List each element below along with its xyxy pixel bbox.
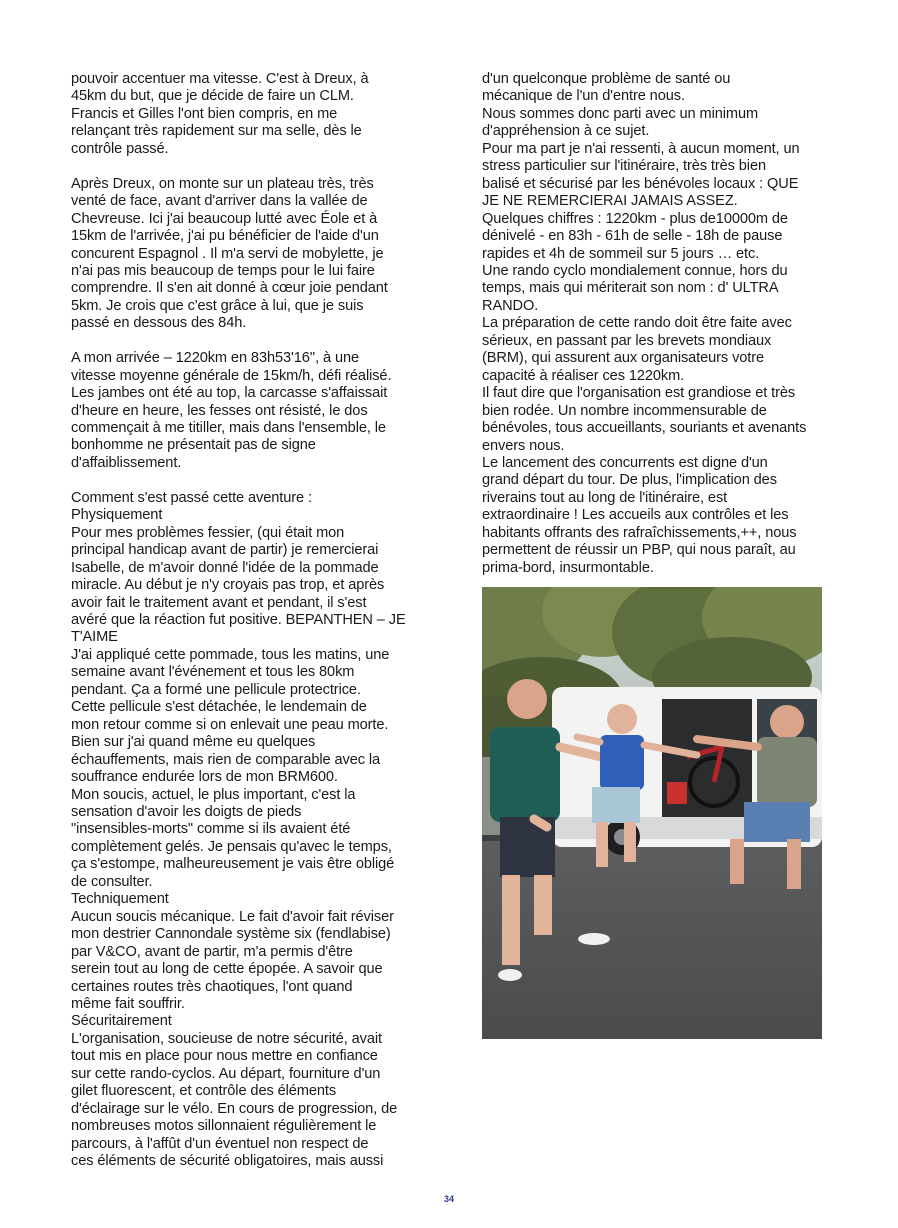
left-text-column — [71, 71, 416, 1171]
left-paragraph-1: pouvoir accentuer ma vitesse. C'est à Dreux, à 45km du but, que je décide de faire un CLM. Francis et Gilles l'ont bien compris, en me relançant très rapidement sur ma selle, dès le contrôle passé. — [71, 71, 369, 157]
page-number: 34 — [443, 1194, 454, 1204]
photo-three-men-posing-by-white-van — [482, 587, 822, 1039]
left-paragraph-2: Après Dreux, on monte sur un plateau très, très venté de face, avant d'arriver dans la vallée de Chevreuse. Ici j'ai beaucoup lutté avec Éole et à 15km de l'arrivée, j'ai pu bénéficier de l'aide d'un concurent Espagnol . Il m'a servi de mobylette, je n'ai pas mis beaucoup de temps pour le lui faire comprendre. Il s'en ait donné à cœur joie pendant 5km. Je crois que c'est grâce à lui, que je suis passé en dessous des 84h. — [71, 175, 388, 332]
left-paragraph-3: A mon arrivée – 1220km en 83h53'16'', à une vitesse moyenne générale de 15km/h, défi réalisé. Les jambes ont été au top, la carcasse s'affaissait d'heure en heure, les fesses ont résisté, le dos commençait à me titiller, mais dans l'ensemble, le bonhomme ne présentait pas de signe d'affaiblissement. — [71, 350, 392, 471]
cyclists-photo — [482, 587, 822, 1039]
right-paragraph-1: d'un quelconque problème de santé ou mécanique de l'un d'entre nous. Nous sommes donc parti avec un minimum d'appréhension à ce sujet. Pour ma part je n'ai ressenti, à aucun moment, un stress particulier sur l'itinéraire, très très bien balisé et sécurisé par les bénévoles locaux : QUE JE NE REMERCIERAI JAMAIS ASSEZ. Quelques chiffres : 1220km - plus de10000m de dénivelé - en 83h - 61h de selle - 18h de pause rapides et 4h de sommeil sur 5 jours … etc. Une rando cyclo mondialement connue, hors du temps, mais qui mériterait son nom : d' ULTRA RANDO. La préparation de cette rando doit être faite avec sérieux, en passant par les brevets mondiaux (BRM), qui assurent aux organisateurs votre capacité à réaliser ces 1220km. Il faut dire que l'organisation est grandiose et très bien rodée. Un nombre incommensurable de bénévoles, tous accueillants, souriants et avenants envers nous. Le lancement des concurrents est digne d'un grand départ du tour. De plus, l'implication des riverains tout au long de l'itinéraire, est extraordinaire ! Les accueils aux contrôles et les habitants offrants des rafraîchissements,++, nous permettent de réussir un PBP, qui nous paraît, au prima-bord, insurmontable. — [482, 71, 807, 576]
right-text-column — [482, 71, 827, 577]
left-paragraph-4: Comment s'est passé cette aventure : Physiquement Pour mes problèmes fessier, (qui était mon principal handicap avant de partir) je remercierai Isabelle, de m'avoir donné l'idée de la pommade miracle. Au début je n'y croyais pas trop, et après avoir fait le traitement avant et pendant, il s'est avéré que la réaction fut positive. BEPANTHEN – JE T'AIME J'ai appliqué cette pommade, tous les matins, une semaine avant l'événement et tous les 80km pendant. Ça a formé une pellicule protectrice. Cette pellicule s'est détachée, le lendemain de mon retour comme si on enlevait une peau morte. Bien sur j'ai quand même eu quelques échauffements, mais rien de comparable avec la souffrance endurée lors de mon BRM600. Mon soucis, actuel, le plus important, c'est la sensation d'avoir les doigts de pieds "insensibles-morts" comme si ils avaient été complètement gelés. Je pensais qu'avec le temps, ça s'estompe, malheureusement je vais être obligé de consulter. Techniquement Aucun soucis mécanique. Le fait d'avoir fait réviser mon destrier Cannondale système six (fendlabise) par V&CO, avant de partir, m'a permis d'être serein tout au long de cette épopée. A savoir que certaines routes très chaotiques, l'ont quand même fait souffrir. Sécuritairement L'organisation, soucieuse de notre sécurité, avait tout mis en place pour nous mettre en confiance sur cette rando-cyclos. Au départ, fourniture d'un gilet fluorescent, et contrôle des éléments d'éclairage sur le vélo. En cours de progression, de nombreuses motos sillonnaient régulièrement le parcours, à l'affût d'un éventuel non respect de ces éléments de sécurité obligatoires, mais aussi — [71, 489, 406, 1170]
